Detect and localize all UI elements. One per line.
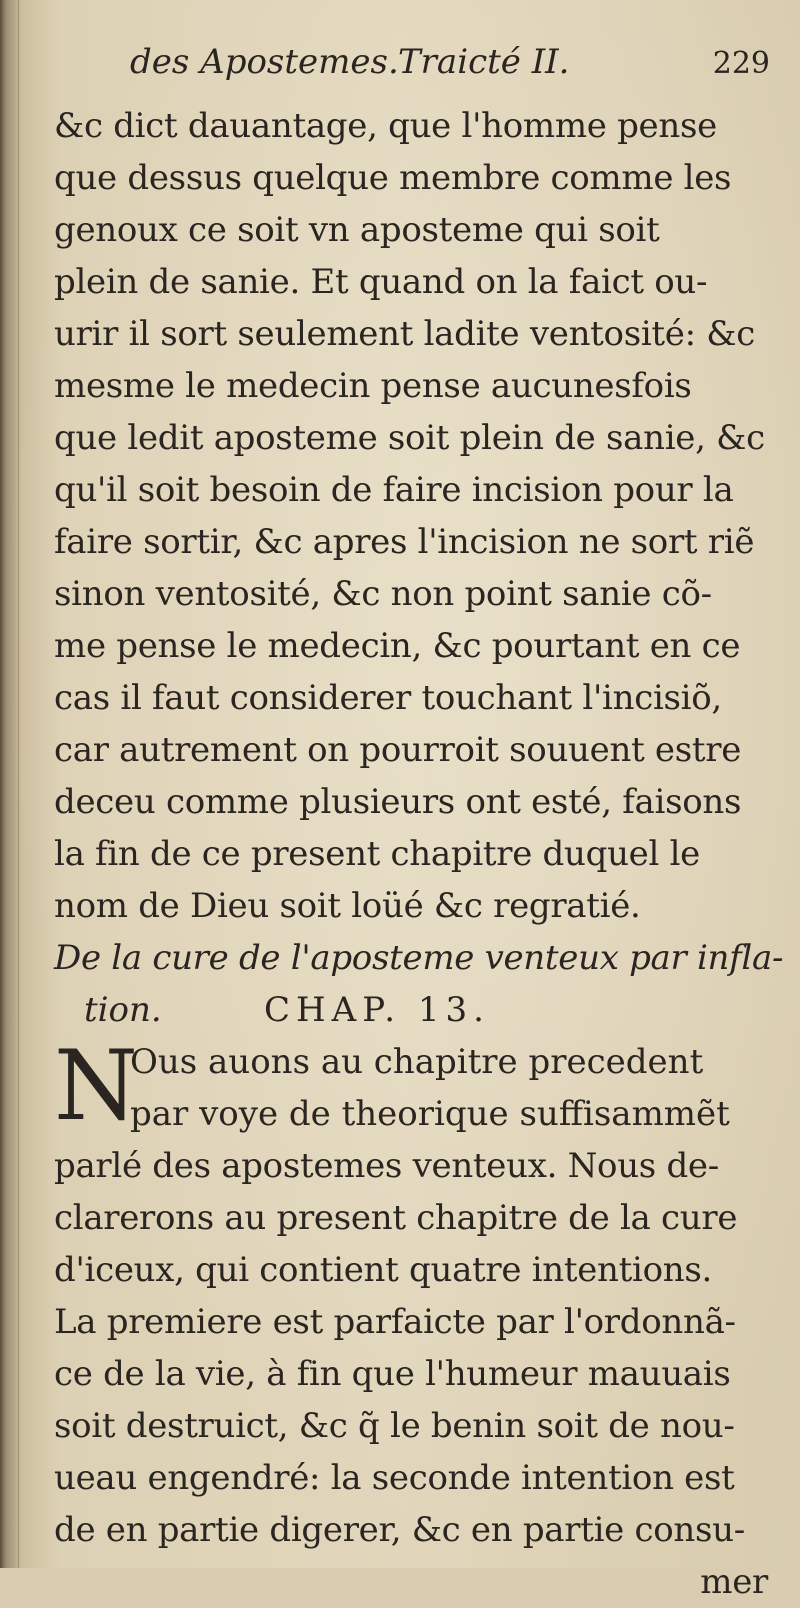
text-line: clarerons au present chapitre de la cure bbox=[54, 1198, 738, 1238]
text-line: genoux ce soit vn aposteme qui soit bbox=[54, 210, 660, 250]
text-line: ce de la vie, à fin que l'humeur mauuais bbox=[54, 1354, 731, 1394]
text-line: nom de Dieu soit loüé &c regratié. bbox=[54, 886, 641, 926]
text-line: parlé des apostemes venteux. Nous de- bbox=[54, 1146, 719, 1186]
text-line: que dessus quelque membre comme les bbox=[54, 158, 732, 198]
catchword: mer bbox=[700, 1562, 768, 1602]
chapter-title: De la cure de l'aposteme venteux par infla- bbox=[54, 938, 784, 978]
text-line: Ous auons au chapitre precedent bbox=[130, 1042, 704, 1082]
body-text bbox=[54, 100, 784, 1608]
page-number: 229 bbox=[712, 46, 770, 81]
header-left: des Apostemes. bbox=[130, 42, 399, 82]
text-line: &c dict dauantage, que l'homme pense bbox=[54, 106, 717, 146]
text-line: car autrement on pourroit souuent estre bbox=[54, 730, 742, 770]
text-line: deceu comme plusieurs ont esté, faisons bbox=[54, 782, 742, 822]
text-line: mesme le medecin pense aucunesfois bbox=[54, 366, 692, 406]
text-line: que ledit aposteme soit plein de sanie, &c bbox=[54, 418, 765, 458]
chapter-heading-row bbox=[54, 984, 774, 1036]
text-line: urir il sort seulement ladite ventosité: &c bbox=[54, 314, 755, 354]
text-line: la fin de ce present chapitre duquel le bbox=[54, 834, 700, 874]
opening-paragraph bbox=[54, 1030, 774, 1142]
text-line: La premiere est parfaicte par l'ordonnã- bbox=[54, 1302, 736, 1342]
text-line: soit destruict, &c q̃ le benin soit de nou- bbox=[54, 1406, 735, 1446]
text-line: cas il faut considerer touchant l'incisiõ, bbox=[54, 678, 722, 718]
chapter-title-end: tion. bbox=[84, 990, 162, 1030]
text-line: ueau engendré: la seconde intention est bbox=[54, 1458, 735, 1498]
text-line: me pense le medecin, &c pourtant en ce bbox=[54, 626, 741, 666]
gutter-edge bbox=[18, 0, 19, 1568]
running-header bbox=[130, 42, 770, 98]
text-line: qu'il soit besoin de faire incision pour la bbox=[54, 470, 734, 510]
text-line: faire sortir, &c apres l'incision ne sort riẽ bbox=[54, 522, 755, 562]
header-treatise: Traicté II. bbox=[398, 42, 570, 82]
text-line: de en partie digerer, &c en partie consu- bbox=[54, 1510, 745, 1550]
text-line: par voye de theorique suffisammẽt bbox=[130, 1094, 730, 1134]
text-line: plein de sanie. Et quand on la faict ou- bbox=[54, 262, 708, 302]
text-line: d'iceux, qui contient quatre intentions. bbox=[54, 1250, 713, 1290]
chapter-label: CHAP. 13. bbox=[264, 990, 490, 1030]
text-line: sinon ventosité, &c non point sanie cõ- bbox=[54, 574, 712, 614]
drop-cap: N bbox=[54, 1030, 138, 1142]
